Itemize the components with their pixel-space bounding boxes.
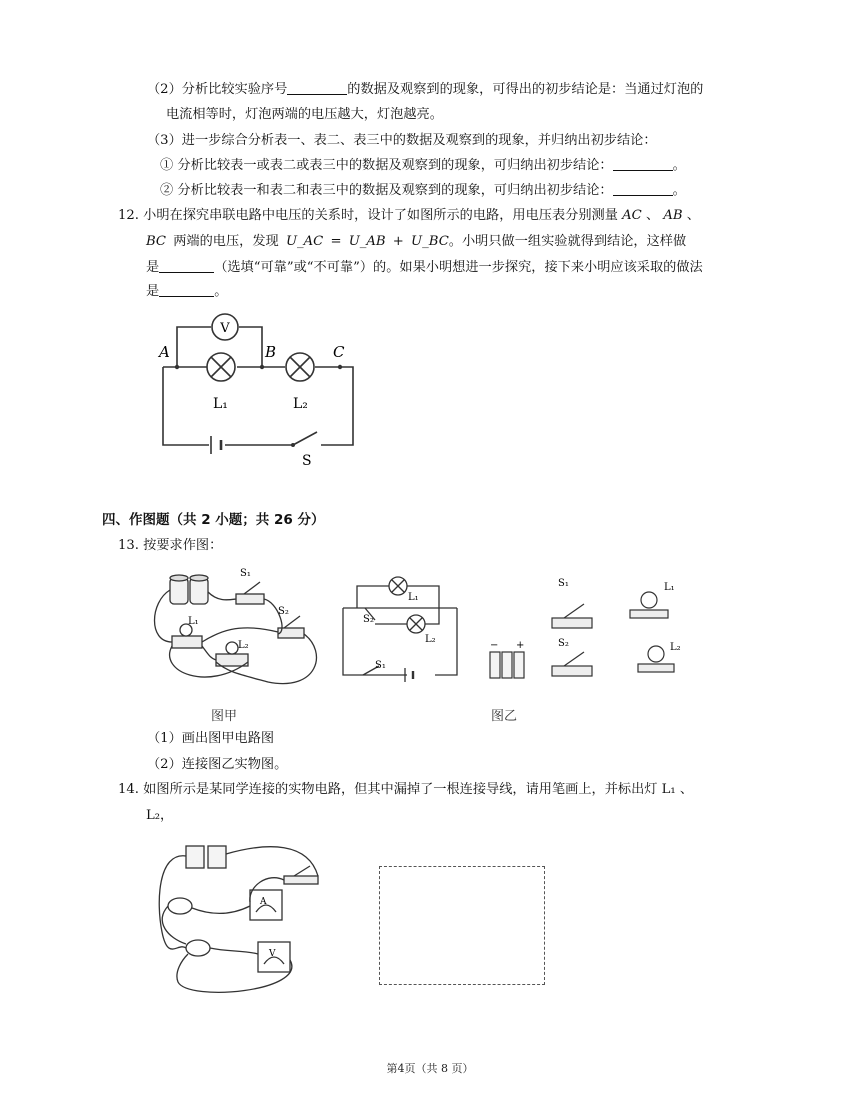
answer-blank [287, 80, 347, 95]
q12-text-4: 是 [146, 260, 160, 275]
s2-label: S₂ [278, 606, 289, 617]
q13-title: 13. 按要求作图： [118, 538, 223, 553]
l2-label: L₂ [670, 642, 681, 653]
q11-part3-2 [160, 181, 686, 201]
figure-b-caption: 图乙 [491, 709, 518, 724]
q13-part1: （1）画出图甲电路图 [147, 731, 275, 746]
point-c-label: C [333, 343, 345, 361]
l1-label: L₁ [408, 592, 419, 603]
point-b-label: B [265, 343, 277, 361]
q12-circuit-diagram [145, 305, 375, 475]
l1-label: L₁ [664, 582, 675, 593]
q12-equation: U_AC = U_AB + U_BC [285, 234, 449, 249]
voltmeter-icon: V [269, 949, 276, 959]
q11-part3-1-text: ① 分析比较表一或表二或表三中的数据及观察到的现象，可归纳出初步结论： [160, 158, 613, 173]
q11-part2-line1 [147, 80, 703, 100]
l2-label: L₂ [293, 396, 308, 412]
figure-a-caption: 图甲 [211, 709, 238, 724]
battery-minus-label: − [490, 640, 499, 651]
period: 。 [672, 158, 686, 173]
q12-line3 [146, 258, 703, 278]
q12-line1: 12. 小明在探究串联电路中电压的关系时，设计了如图所示的电路，用电压表分别测量 AC 、 AB 、 [118, 208, 700, 223]
q13-schematic-diagram [335, 570, 465, 685]
q12-ac: AC [622, 208, 642, 223]
battery-plus-label: + [516, 640, 525, 651]
page-footer: 第4页（共 8 页） [386, 1062, 474, 1075]
l2-label: L₂ [425, 634, 436, 645]
l2-label: L₂ [238, 640, 249, 651]
q12-text-1: 12. 小明在探究串联电路中电压的关系时，设计了如图所示的电路，用电压表分别测量 [118, 208, 618, 223]
answer-blank [159, 282, 214, 297]
q14-line2: L₂， [146, 808, 174, 823]
s1-label: S₁ [240, 568, 251, 579]
q13-part2: （2）连接图乙实物图。 [147, 757, 288, 772]
q12-text-3: 。小明只做一组实验就得到结论，这样做 [448, 234, 687, 249]
q13-figure-a-physical [148, 562, 323, 697]
q12-ab: AB [663, 208, 683, 223]
q13-figure-b-components [480, 568, 720, 688]
q14-answer-box[interactable] [379, 866, 545, 985]
q12-line2 [146, 232, 686, 252]
answer-blank [613, 181, 673, 196]
point-a-label: A [159, 343, 170, 361]
q11-part2-line2: 电流相等时，灯泡两端的电压越大，灯泡越亮。 [166, 107, 443, 122]
ammeter-icon: A [260, 897, 267, 907]
q12-text-2: 两端的电压，发现 [173, 234, 279, 249]
switch-label: S [302, 453, 312, 469]
q14-line1: 14. 如图所示是某同学连接的实物电路，但其中漏掉了一根连接导线，请用笔画上，并标出灯 L₁ 、 [118, 782, 694, 797]
s1-label: S₁ [558, 578, 569, 589]
answer-blank [613, 156, 673, 171]
period: 。 [672, 183, 686, 198]
answer-blank [159, 258, 214, 273]
q11-part3-2-text: ② 分析比较表一和表二和表三中的数据及观察到的现象，可归纳出初步结论： [160, 183, 613, 198]
q14-physical-circuit [148, 832, 338, 1002]
l1-label: L₁ [188, 616, 199, 627]
s2-label: S₂ [558, 638, 569, 649]
s2-label: S₂ [363, 614, 374, 625]
section-title: 四、作图题（共 2 小题；共 26 分） [102, 512, 325, 528]
l1-label: L₁ [213, 396, 228, 412]
voltmeter-label: V [220, 321, 230, 336]
q12-text-6: 是 [146, 284, 160, 299]
q12-text-5: （选填“可靠”或“不可靠”）的。如果小明想进一步探究，接下来小明应该采取的做法 [214, 260, 703, 275]
q11-part3: （3）进一步综合分析表一、表二、表三中的数据及观察到的现象，并归纳出初步结论： [147, 133, 657, 148]
s1-label: S₁ [375, 660, 386, 671]
q12-bc: BC [146, 234, 167, 249]
q11-part2-text-a: （2）分析比较实验序号 [147, 82, 288, 97]
period: 。 [214, 284, 228, 299]
q11-part3-1 [160, 156, 686, 176]
q11-part2-text-b: 的数据及观察到的现象，可得出的初步结论是：当通过灯泡的 [347, 82, 704, 97]
q12-line4 [146, 282, 227, 302]
